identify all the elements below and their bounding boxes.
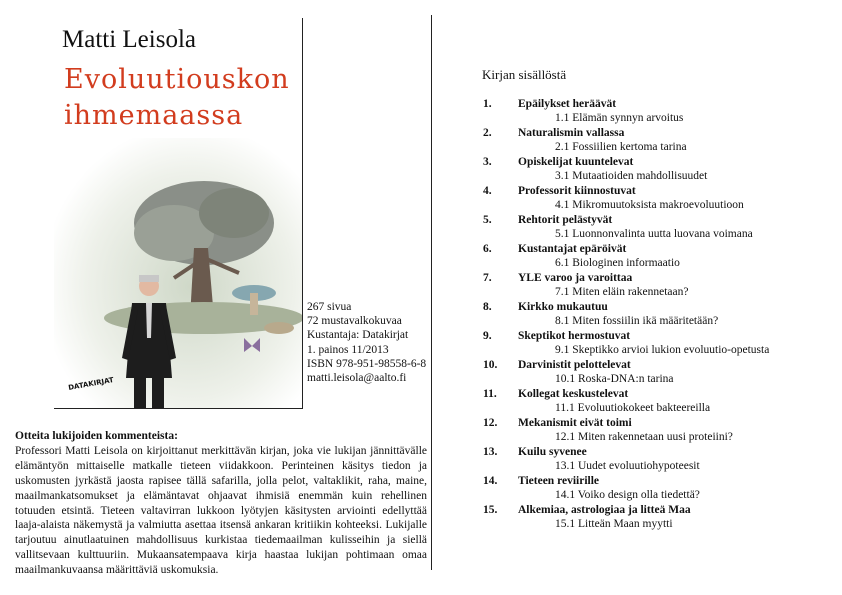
- cover-title-line1: Evoluutiouskon: [64, 64, 290, 95]
- toc-item-number: 12.: [483, 417, 498, 429]
- toc-item-subtitle: 5.1 Luonnonvalinta uutta luovana voimana: [555, 228, 753, 240]
- toc-item: [483, 185, 803, 214]
- toc-item-subtitle: 1.1 Elämän synnyn arvoitus: [555, 112, 684, 124]
- toc-item-title: Naturalismin vallassa: [518, 127, 625, 139]
- cover-title-line2: ihmemaassa: [64, 100, 244, 131]
- toc-item-title: Opiskelijat kuuntelevat: [518, 156, 634, 168]
- toc-item-number: 8.: [483, 301, 492, 313]
- info-edition: 1. painos 11/2013: [307, 343, 389, 356]
- info-isbn: ISBN 978-951-98558-6-8: [307, 357, 427, 370]
- toc-item-title: Mekanismit eivät toimi: [518, 417, 632, 429]
- publisher-logo: DATAKIRJAT: [67, 376, 115, 392]
- toc-item-title: Professorit kiinnostuvat: [518, 185, 636, 197]
- toc-item-title: Tieteen reviirille: [518, 475, 600, 487]
- reader-comments: [15, 429, 427, 578]
- toc-item-subtitle: 15.1 Litteän Maan myytti: [555, 518, 673, 530]
- toc-item-number: 4.: [483, 185, 492, 197]
- toc-item-number: 10.: [483, 359, 498, 371]
- toc-item: [483, 475, 803, 504]
- toc-item-title: Epäilykset heräävät: [518, 98, 617, 110]
- toc-item-title: Kirkko mukautuu: [518, 301, 608, 313]
- toc-item: [483, 417, 803, 446]
- toc-item-number: 5.: [483, 214, 492, 226]
- toc-item: [483, 214, 803, 243]
- toc-item: [483, 504, 803, 533]
- toc-item-subtitle: 14.1 Voiko design olla tiedettä?: [555, 489, 700, 501]
- toc-item-subtitle: 11.1 Evoluutiokokeet bakteereilla: [555, 402, 711, 414]
- toc-item-subtitle: 13.1 Uudet evoluutiohypoteesit: [555, 460, 700, 472]
- toc-item-title: YLE varoo ja varoittaa: [518, 272, 633, 284]
- toc-item-title: Rehtorit pelästyvät: [518, 214, 613, 226]
- column-divider: [431, 15, 432, 570]
- toc-item-subtitle: 8.1 Miten fossiilin ikä määritetään?: [555, 315, 719, 327]
- toc-item: [483, 388, 803, 417]
- toc-item-subtitle: 9.1 Skeptikko arvioi lukion evoluutio-opetusta: [555, 344, 770, 356]
- toc-item-number: 6.: [483, 243, 492, 255]
- info-email: matti.leisola@aalto.fi: [307, 372, 407, 385]
- book-cover: [54, 18, 303, 409]
- toc-title: Kirjan sisällöstä: [482, 67, 567, 82]
- info-images: 72 mustavalkokuvaa: [307, 315, 402, 328]
- toc-item-title: Kuilu syvenee: [518, 446, 587, 458]
- toc-item: [483, 156, 803, 185]
- reader-comments-body: Professori Matti Leisola on kirjoittanut merkittävän kirjan, joka vie lukijan jännittävälle elämäntyön mittaiselle matkalle tieteen viidakkoon. Perinteinen käsitys tiedon ja uskomusten jyrkästä jaosta rapisee tällä safarilla, jolla pelot, valtaklikit, raha, maine, maailmankatsomukset ja elämäntavat ohjaavat ihmisiä enemmän kuin rehellinen totuuden etsintä. Tieteen valtavirran lukkoon lyötyjen käsitysten arviointi edellyttää laaja-alaista näkemystä ja valmiutta asettaa itsensä ankaran kritiikin kohteeksi. Lukijalle tarjoutuu ainutlaatuinen mahdollisuus kurkistaa tiedemaailman kulisseihin ja siellä vallitsevaan kulttuuriin. Mukaansatempaava kirja haastaa lukijan pohtimaan omaa maailmankuvaansa määrittäviä uskomuksia.: [15, 444, 427, 577]
- toc-item: [483, 243, 803, 272]
- toc-item-number: 13.: [483, 446, 498, 458]
- toc-item-number: 15.: [483, 504, 498, 516]
- toc-item-subtitle: 10.1 Roska-DNA:n tarina: [555, 373, 674, 385]
- toc-item-title: Kustantajat epäröivät: [518, 243, 627, 255]
- toc-item-title: Darvinistit pelottelevat: [518, 359, 631, 371]
- info-pages: 267 sivua: [307, 301, 352, 313]
- cover-author: Matti Leisola: [62, 26, 196, 53]
- reader-comments-heading: Otteita lukijoiden kommenteista:: [15, 430, 178, 442]
- toc-item-subtitle: 4.1 Mikromuutoksista makroevoluutioon: [555, 199, 744, 211]
- toc-item-number: 7.: [483, 272, 492, 284]
- toc-item-subtitle: 2.1 Fossiilien kertoma tarina: [555, 141, 687, 153]
- table-of-contents: [483, 98, 803, 533]
- toc-item: [483, 272, 803, 301]
- toc-item-title: Skeptikot hermostuvat: [518, 330, 631, 342]
- toc-item-subtitle: 6.1 Biologinen informaatio: [555, 257, 680, 269]
- toc-item: [483, 127, 803, 156]
- toc-item: [483, 446, 803, 475]
- toc-item: [483, 98, 803, 127]
- toc-item-number: 2.: [483, 127, 492, 139]
- info-publisher: Kustantaja: Datakirjat: [307, 329, 409, 342]
- toc-item-title: Kollegat keskustelevat: [518, 388, 629, 400]
- toc-item: [483, 359, 803, 388]
- toc-item-number: 3.: [483, 156, 492, 168]
- toc-item-number: 14.: [483, 475, 498, 487]
- toc-item-title: Alkemiaa, astrologiaa ja litteä Maa: [518, 504, 691, 516]
- toc-item-subtitle: 12.1 Miten rakennetaan uusi proteiini?: [555, 431, 733, 443]
- toc-item: [483, 330, 803, 359]
- book-info: [307, 300, 426, 385]
- toc-item-number: 1.: [483, 98, 492, 110]
- toc-item-subtitle: 3.1 Mutaatioiden mahdollisuudet: [555, 170, 708, 182]
- toc-item-number: 11.: [483, 388, 497, 400]
- toc-item-subtitle: 7.1 Miten eläin rakennetaan?: [555, 286, 689, 298]
- toc-item-number: 9.: [483, 330, 492, 342]
- toc-item: [483, 301, 803, 330]
